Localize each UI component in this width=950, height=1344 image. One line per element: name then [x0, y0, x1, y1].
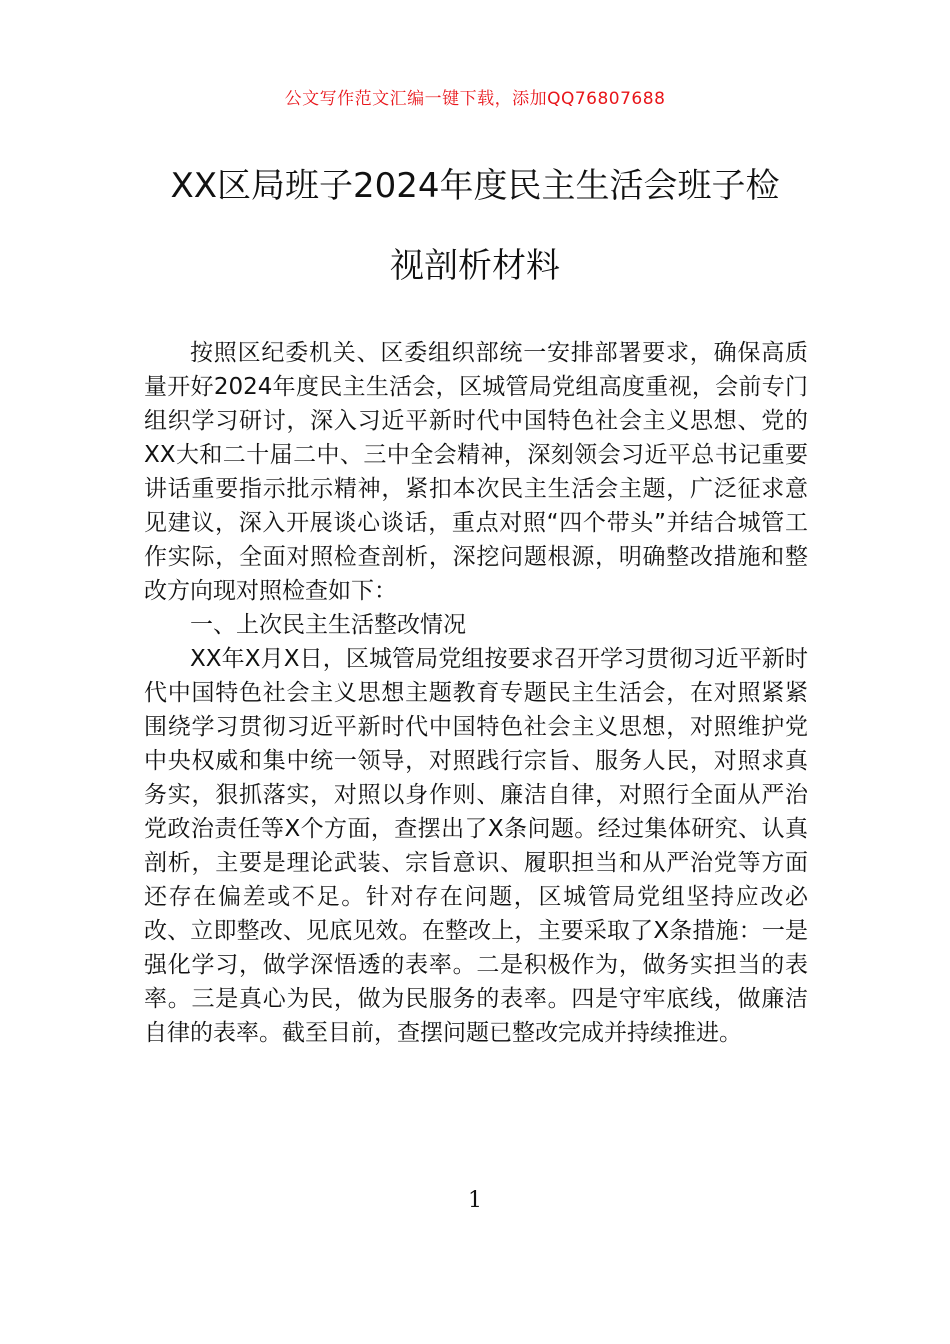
document-title-line-2: 视剖析材料	[390, 246, 560, 286]
intro-paragraph: 按照区纪委机关、区委组织部统一安排部署要求，确保高质量开好2024年度民主生活会，区城管局党组高度重视，会前专门组织学习研讨，深入习近平新时代中国特色社会主义思想、党的XX大和二十届二中、三中全会精神，深刻领会习近平总书记重要讲话重要指示批示精神，紧扣本次民主生活会主题，广泛征求意见建议，深入开展谈心谈话，重点对照“四个带头”并结合城管工作实际，全面对照检查剖析，深挖问题根源，明确整改措施和整改方向现对照检查如下：	[144, 340, 808, 604]
document-title-line-1: XX区局班子2024年度民主生活会班子检	[170, 166, 780, 206]
section-heading-1: 一、上次民主生活整改情况	[190, 612, 466, 638]
document-body	[144, 336, 808, 1050]
document-title	[100, 146, 850, 306]
page-number: 1	[468, 1188, 482, 1213]
download-notice: 公文写作范文汇编一键下载，添加QQ76807688	[284, 89, 666, 109]
section-1-paragraph: XX年X月X日，区城管局党组按要求召开学习贯彻习近平新时代中国特色社会主义思想主题教育专题民主生活会，在对照紧紧围绕学习贯彻习近平新时代中国特色社会主义思想，对照维护党中央权威和集中统一领导，对照践行宗旨、服务人民，对照求真务实，狠抓落实，对照以身作则、廉洁自律，对照行全面从严治党政治责任等X个方面，查摆出了X条问题。经过集体研究、认真剖析，主要是理论武装、宗旨意识、履职担当和从严治党等方面还存在偏差或不足。针对存在问题，区城管局党组坚持应改必改、立即整改、见底见效。在整改上，主要采取了X条措施：一是强化学习，做学深悟透的表率。二是积极作为，做务实担当的表率。三是真心为民，做为民服务的表率。四是守牢底线，做廉洁自律的表率。截至目前，查摆问题已整改完成并持续推进。	[144, 646, 808, 1046]
